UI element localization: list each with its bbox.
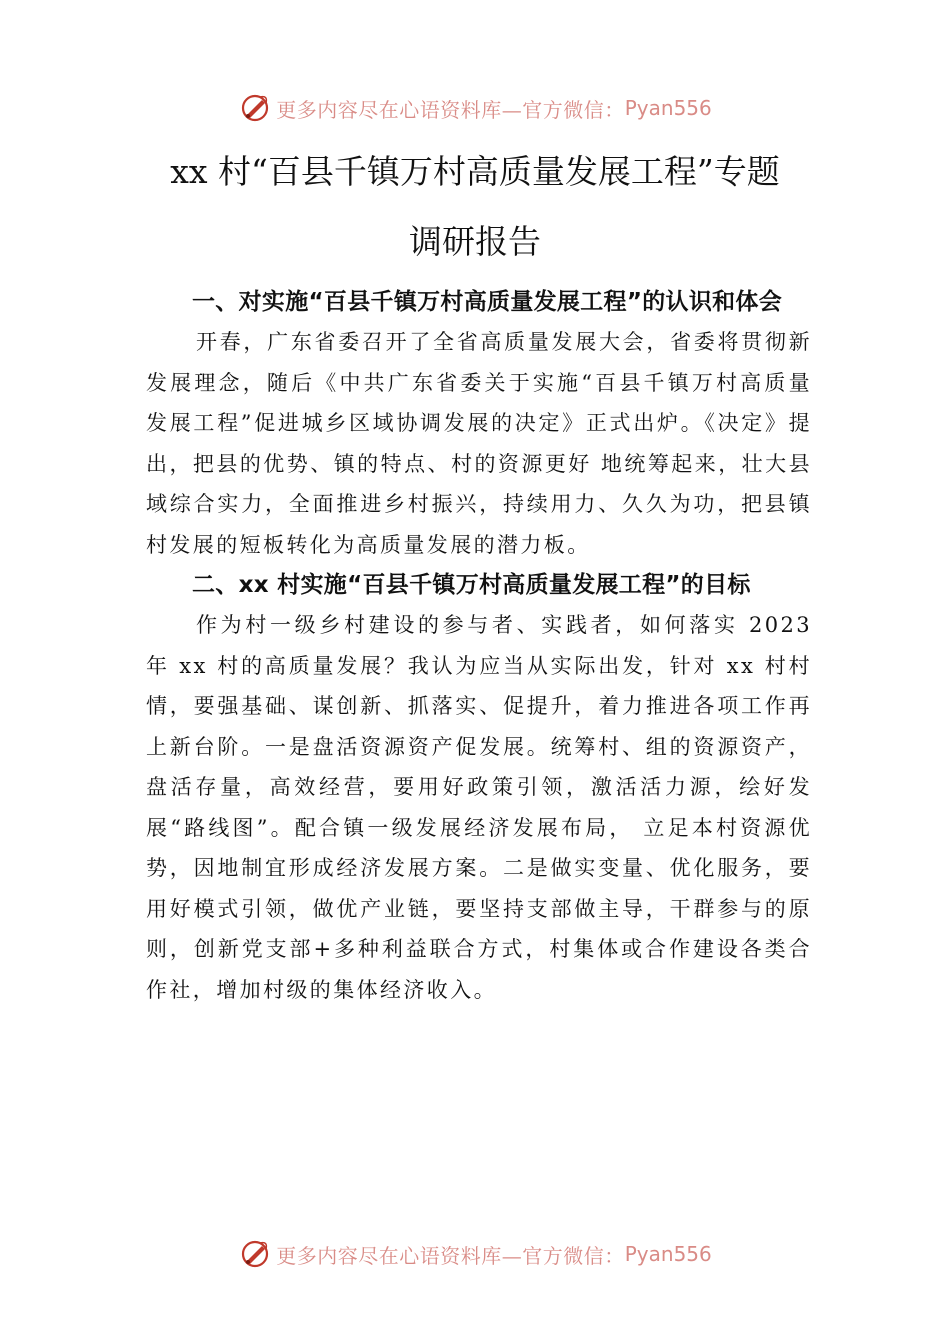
section-paragraph-1: 开春，广东省委召开了全省高质量发展大会，省委将贯彻新发展理念，随后《中共广东省委关于实施“百县千镇万村高质量发展工程”促进城乡区域协调发展的决定》正式出炉。《决定》提出，把县的优势、镇的特点、村的资源更好 地统筹起来，壮大县域综合实力，全面推进乡村振兴，持续用力、久久为功，把县镇村发展的短板转化为高质量发展的潜力板。 xyxy=(146,330,812,557)
watermark-text: 更多内容尽在心语资料库—官方微信： xyxy=(276,97,625,122)
watermark-code: Pyan556 xyxy=(624,1242,712,1266)
watermark-code: Pyan556 xyxy=(624,96,712,120)
document-title-line1: xx 村“百县千镇万村高质量发展工程”专题 xyxy=(170,152,780,191)
pen-logo-icon xyxy=(238,91,272,125)
pen-logo-icon xyxy=(238,1237,272,1271)
document-body xyxy=(146,282,812,1010)
footer-watermark xyxy=(0,1234,950,1274)
section-heading-2: 二、xx 村实施“百县千镇万村高质量发展工程”的目标 xyxy=(192,572,751,598)
document-title-line2: 调研报告 xyxy=(409,222,541,261)
watermark-text: 更多内容尽在心语资料库—官方微信： xyxy=(276,1243,625,1268)
section-paragraph-2: 作为村一级乡村建设的参与者、实践者，如何落实 2023 年 xx 村的高质量发展？我认为应当从实际出发，针对 xx 村村情，要强基础、谋创新、抓落实、促提升，着力推进各项工作再上新台阶。一是盘活资源资产促发展。统筹村、组的资源资产，盘活存量，高效经营，要用好政策引领，激活活力源，绘好发展“路线图”。配合镇一级发展经济发展布局， 立足本村资源优势，因地制宜形成经济发展方案。二是做实变量、优化服务，要用好模式引领，做优产业链，要坚持支部做主导，干群参与的原则，创新党支部+多种利益联合方式，村集体或合作建设各类合作社，增加村级的集体经济收入。 xyxy=(146,613,812,1002)
section-heading-1: 一、对实施“百县千镇万村高质量发展工程”的认识和体会 xyxy=(192,289,783,315)
header-watermark xyxy=(0,88,950,128)
